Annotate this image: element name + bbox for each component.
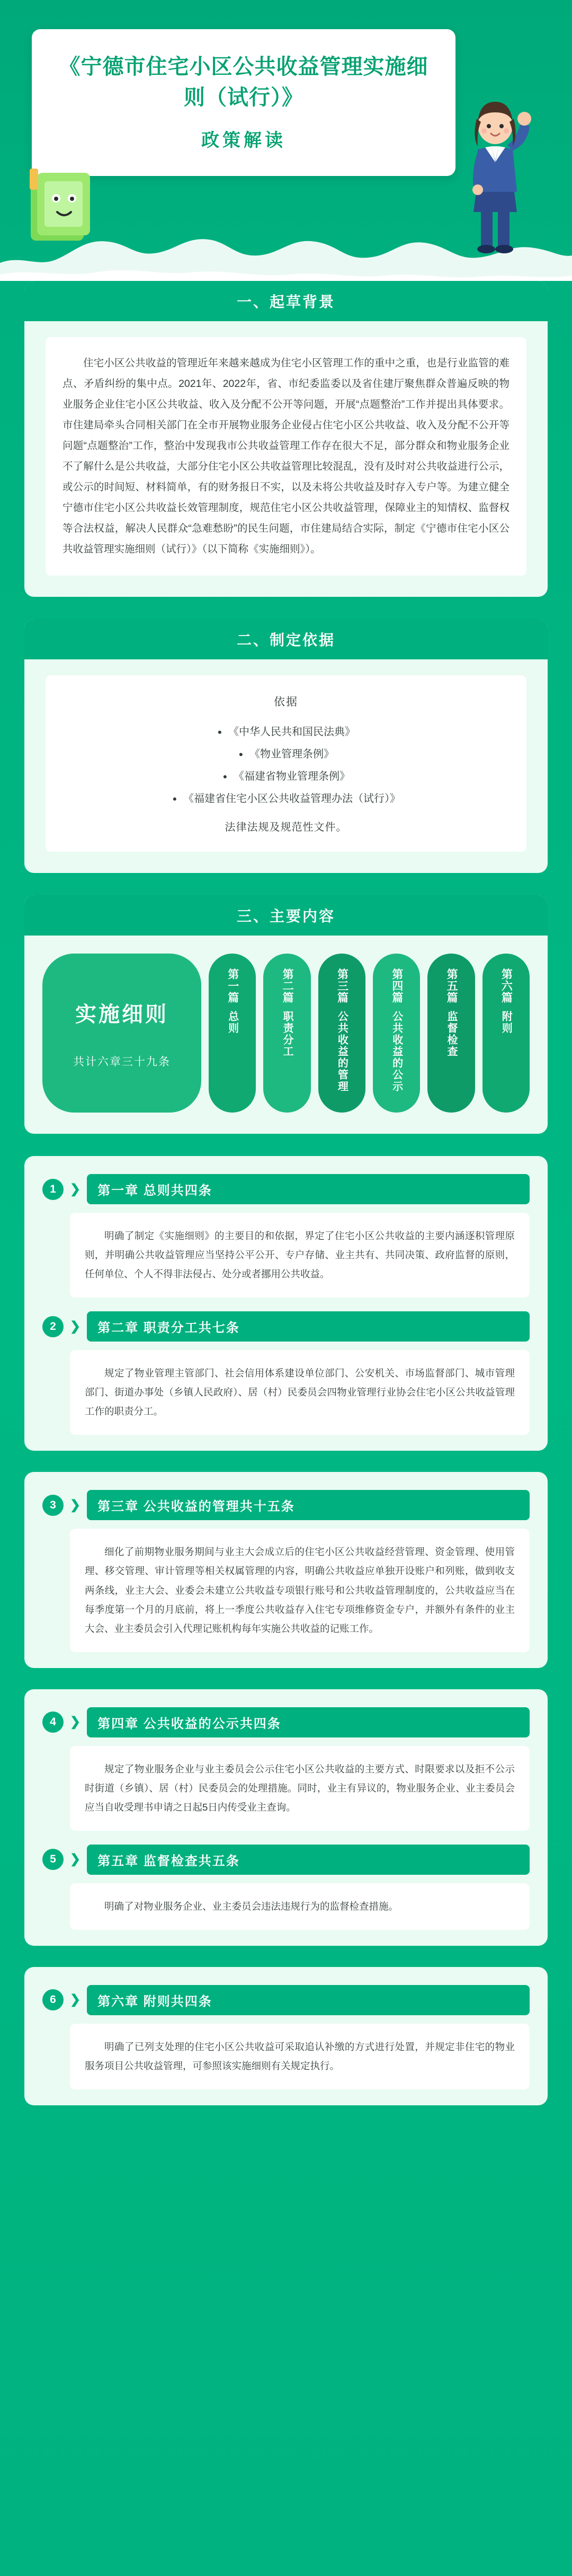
chapter-pill-1-num: 第一篇: [226, 968, 239, 1003]
chapter-pill-1-name: 总则: [226, 1011, 238, 1034]
article-title: 第六章 附则共四条: [87, 1985, 530, 2015]
chapter-pill-3-name: 公共收益的管理: [336, 1011, 348, 1092]
basis-item: • 《中华人民共和国民法典》: [217, 721, 355, 743]
articles-group-3: [24, 1689, 548, 1946]
chapter-pill-4[interactable]: [373, 954, 420, 1113]
article-text: 明确了已列支处理的住宅小区公共收益可采取追认补缴的方式进行处置，并规定非住宅的物业服务项目公共收益管理，可参照该实施细则有关规定执行。: [70, 2024, 530, 2089]
page-subtitle: 政策解读: [201, 130, 286, 151]
article-text: 规定了物业管理主管部门、社会信用体系建设单位部门、公安机关、市场监督部门、城市管理部门、街道办事处（乡镇人民政府）、居（村）民委员会四物业管理行业协会住宅小区公共收益管理工作的职责分工。: [70, 1350, 530, 1435]
basis-title: 依据: [274, 696, 298, 708]
chapter-pill-4-name: 公共收益的公示: [390, 1011, 403, 1092]
chevron-right-icon: ❯: [70, 1497, 81, 1512]
article-block: [42, 1845, 530, 1930]
chapter-pill-2[interactable]: [263, 954, 310, 1113]
implementation-rules-title: 实施细则: [75, 1002, 168, 1026]
article-header: [42, 1174, 530, 1204]
title-card: [32, 29, 455, 176]
basis-footer: 法律法规及规范性文件。: [225, 822, 347, 833]
chapter-pill-2-num: 第二篇: [281, 968, 294, 1003]
article-title: 第二章 职责分工共七条: [87, 1311, 530, 1342]
implementation-rules-pill: [42, 954, 201, 1113]
article-text: 细化了前期物业服务期间与业主大会成立后的住宅小区公共收益经营管理、资金管理、使用管理、移交管理、审计管理等相关权属管理的内容，明确公共收益应单独开设账户和列账，做到收支两条线，业主大会、业委会未建立公共收益专项银行账号和公共收益管理制度的，公共收益应当在每季度第一个月的月底前，将上一季度公共收益存入住宅专项维修资金专户，并额外有条件的业主大会、业主委员会引入代理记账机构每年实施公共收益的记账工作。: [70, 1529, 530, 1652]
page-title: 《宁德市住宅小区公共收益管理实施细则（试行）》: [59, 55, 428, 109]
chapter-pill-6-num: 第六篇: [500, 968, 513, 1003]
chapter-pill-6[interactable]: [482, 954, 530, 1113]
section-basis: [24, 619, 548, 873]
chapter-pill-row: [24, 936, 548, 1116]
chapter-pill-3[interactable]: [318, 954, 365, 1113]
article-badge: 4: [42, 1712, 64, 1733]
book-mascot-icon: [21, 163, 101, 248]
article-block: [42, 1490, 530, 1652]
chapter-pill-5-name: 监督检查: [445, 1011, 457, 1057]
chapter-pill-3-num: 第三篇: [336, 968, 348, 1003]
article-badge: 5: [42, 1849, 64, 1870]
article-text: 明确了对物业服务企业、业主委员会违法违规行为的监督检查措施。: [70, 1883, 530, 1930]
section-background-heading: 一、起草背景: [24, 281, 548, 321]
article-badge: 1: [42, 1179, 64, 1200]
chapter-pill-6-name: 附则: [500, 1011, 512, 1034]
article-text: 明确了制定《实施细则》的主要目的和依据，界定了住宅小区公共收益的主要内涵逐积管理原则，并明确公共收益管理应当坚持公平公开、专户存储、业主共有、共同决策、政府监督的原则，任何单位、个人不得非法侵占、处分或者挪用公共收益。: [70, 1213, 530, 1298]
presenter-illustration: [439, 82, 550, 257]
chevron-right-icon: ❯: [70, 1715, 81, 1730]
articles-group-4: [24, 1967, 548, 2105]
chapter-pill-1[interactable]: [209, 954, 256, 1113]
chapter-pill-5-num: 第五篇: [445, 968, 458, 1003]
article-header: [42, 1707, 530, 1737]
basis-item: • 《物业管理条例》: [238, 743, 334, 765]
section-background-text: 住宅小区公共收益的管理近年来越来越成为住宅小区管理工作的重中之重，也是行业监管的难点、矛盾纠纷的集中点。2021年、2022年，省、市纪委监委以及省住建厅聚焦群众普遍反映的物业服务企业住宅小区公共收益、收入及分配不公开等问题，开展“点题整治”工作并提出具体要求。市住建局牵头合同相关部门在全市开展物业服务企业侵占住宅小区公共收益、收入及分配不公开等问题“点题整治”工作，整治中发现我市公共收益管理工作存在很大不足，部分群众和物业服务企业不了解什么是公共收益，大部分住宅小区公共收益管理比较混乱，没有及时对公共收益进行公示，或公示的时间短、材料简单，有的财务报日不实，以及未将公共收益及时存入专户等。为建立健全宁德市住宅小区公共收益长效管理制度，规范住宅小区公共收益管理，保障业主的知情权、监督权等合法权益，解决人民群众“急难愁盼”的民生问题，市住建局结合实际，制定《宁德市住宅小区公共收益管理实施细则（试行）》（以下简称《实施细则》）。: [46, 337, 526, 576]
content-wrapper: [0, 281, 572, 2158]
article-header: [42, 1845, 530, 1875]
article-title: 第四章 公共收益的公示共四条: [87, 1707, 530, 1737]
chapter-pill-5[interactable]: [427, 954, 475, 1113]
basis-item: • 《福建省住宅小区公共收益管理办法（试行）》: [172, 788, 400, 810]
articles-group-2: [24, 1472, 548, 1668]
implementation-rules-subtitle: 共计六章三十九条: [73, 1055, 171, 1068]
section-content: [24, 895, 548, 1134]
article-badge: 6: [42, 1989, 64, 2010]
section-content-heading: 三、主要内容: [24, 895, 548, 936]
chevron-right-icon: ❯: [70, 1992, 81, 2007]
chevron-right-icon: ❯: [70, 1181, 81, 1196]
article-block: [42, 1985, 530, 2089]
chevron-right-icon: ❯: [70, 1319, 81, 1334]
article-badge: 2: [42, 1316, 64, 1337]
article-badge: 3: [42, 1495, 64, 1516]
article-title: 第五章 监督检查共五条: [87, 1845, 530, 1875]
basis-item: • 《福建省物业管理条例》: [222, 765, 350, 788]
article-block: [42, 1311, 530, 1435]
article-title: 第三章 公共收益的管理共十五条: [87, 1490, 530, 1520]
chapter-pill-4-num: 第四篇: [390, 968, 403, 1003]
page-header: [0, 0, 572, 281]
article-title: 第一章 总则共四条: [87, 1174, 530, 1204]
chevron-right-icon: ❯: [70, 1852, 81, 1867]
article-block: [42, 1174, 530, 1298]
basis-box: [46, 675, 526, 852]
section-background: [24, 281, 548, 597]
article-header: [42, 1490, 530, 1520]
articles-group-1: [24, 1156, 548, 1451]
chapter-pill-2-name: 职责分工: [281, 1011, 293, 1057]
article-block: [42, 1707, 530, 1831]
article-header: [42, 1985, 530, 2015]
article-header: [42, 1311, 530, 1342]
section-basis-heading: 二、制定依据: [24, 619, 548, 659]
article-text: 规定了物业服务企业与业主委员会公示住宅小区公共收益的主要方式、时限要求以及拒不公示时街道（乡镇）、居（村）民委员会的处理措施。同时，业主有异议的，物业服务企业、业主委员会应当自收受理书申请之日起5日内传受业主查询。: [70, 1746, 530, 1831]
